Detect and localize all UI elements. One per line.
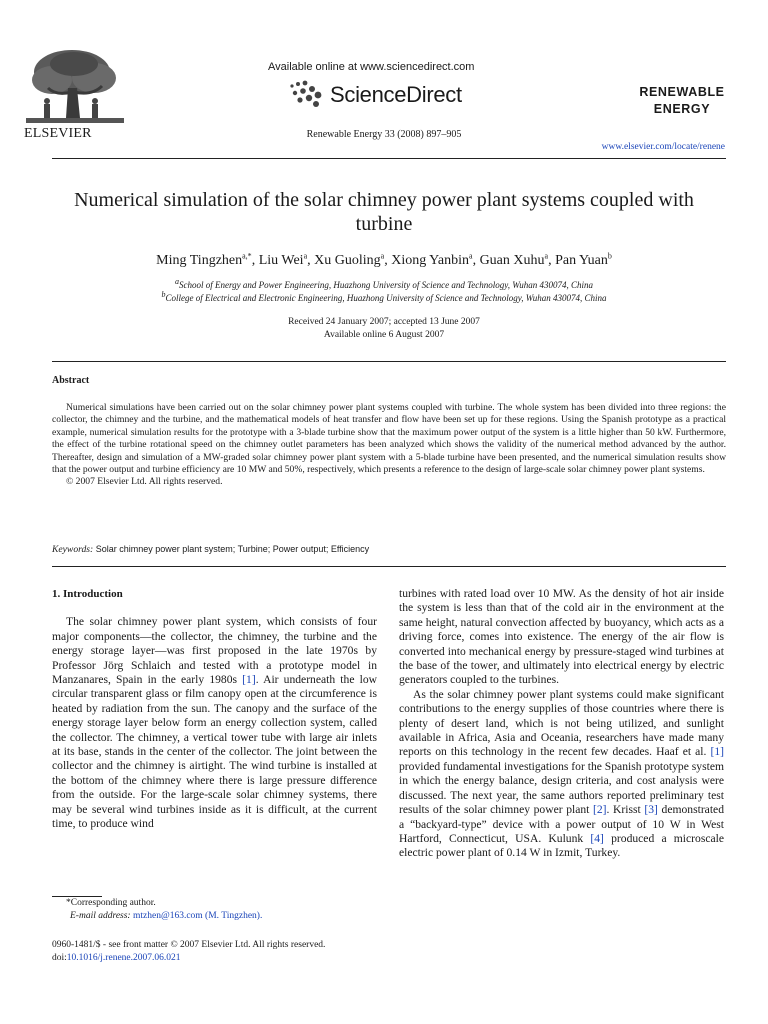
intro-text: As the solar chimney power plant systems could make significant contributions to the energy supplies of those countries where there is plenty of desert land, which is not being utilized, and sunlight available in Africa, Asia and Oceania, researchers have made many reports on this technology in the recent few decades. Haaf et al. — [399, 687, 724, 759]
author-separator: , — [307, 253, 315, 268]
reference-link-3[interactable]: [3] — [644, 803, 658, 817]
author-name: Pan Yuan — [555, 253, 608, 268]
intro-text: . Krisst — [606, 803, 645, 817]
header-divider — [52, 158, 726, 159]
abstract-heading: Abstract — [52, 375, 90, 386]
author-affiliation-mark: a,* — [242, 251, 252, 261]
sciencedirect-logo — [288, 80, 488, 112]
abstract-top-divider — [52, 361, 726, 362]
right-column — [399, 587, 724, 861]
corresponding-author-note: *Corresponding author. — [66, 898, 156, 908]
sciencedirect-dots-icon — [288, 80, 324, 108]
intro-text: provided fundamental investigations for the Spanish prototype system in which the energy balance, design criteria, and cost analysis were discussed. The next year, the same authors reported preliminary test results of the solar chimney power plant — [399, 759, 724, 817]
affiliation-a — [0, 277, 768, 290]
doi-line — [52, 953, 181, 963]
intro-text: demonstrated a “backyard-type” device with a power output of 10 W in West Hartford, Connecticut, USA. Kulunk — [399, 803, 724, 845]
journal-citation: Renewable Energy 33 (2008) 897–905 — [306, 129, 462, 140]
email-link[interactable]: mtzhen@163.com (M. Tingzhen). — [130, 911, 263, 921]
author-name: Liu Wei — [258, 253, 304, 268]
intro-paragraph-2 — [399, 688, 724, 861]
email-label: E-mail address: — [70, 911, 131, 921]
keywords-text: Solar chimney power plant system; Turbine; Power output; Efficiency — [93, 544, 370, 554]
author-separator: , — [472, 253, 480, 268]
intro-paragraph-continued: turbines with rated load over 10 MW. As the density of hot air inside the system is less than that of the cold air in the environment at the same height, natural convection affected by buoyancy, which acts as a driving force, comes into existence. The energy of the air flow is converted into mechanical energy by pressure-staged wind turbines at the base of the tower, and ultimately into electrical energy by electric generators coupled to the turbines. — [399, 587, 724, 687]
affiliation-a-text: School of Energy and Power Engineering, Huazhong University of Science and Technology, Wuhan 430074, China — [178, 280, 594, 290]
doi-label: doi: — [52, 953, 67, 963]
keywords-label: Keywords: — [52, 544, 94, 555]
affiliation-b-mark: b — [161, 290, 166, 299]
received-dates: Received 24 January 2007; accepted 13 June 2007 — [288, 317, 480, 327]
author-affiliation-mark: a — [469, 251, 473, 261]
sciencedirect-wordmark: ScienceDirect — [330, 82, 462, 107]
introduction-heading: 1. Introduction — [52, 588, 123, 600]
author-list — [0, 253, 768, 269]
journal-url-link[interactable]: www.elsevier.com/locate/renene — [601, 142, 725, 152]
reference-link-1[interactable]: [1] — [710, 745, 724, 759]
author-name: Xiong Yanbin — [391, 253, 469, 268]
journal-name-line1: RENEWABLE — [639, 85, 725, 99]
author-name: Ming Tingzhen — [156, 253, 243, 268]
author-separator: , — [384, 253, 392, 268]
author-affiliation-mark: a — [544, 251, 549, 261]
reference-link-2[interactable]: [2] — [593, 803, 607, 817]
author-name: Xu Guoling — [314, 253, 381, 268]
abstract-text: Numerical simulations have been carried out on the solar chimney power plant systems coupled with turbine. The whole system has been divided into three regions: the collector, the chimney and the turbine, and the mathematical models of heat transfer and flow have been set up for these regions. Using the Spanish prototype as a practical example, numerical simulation results for the prototype with a 3-blade turbine show that the maximum power output of the system is a little higher than 50 kW. Furthermore, the effect of the turbine rotational speed on the chimney outlet parameters has been analyzed which shows the validity of the numerical method advanced by the author. Thereafter, design and simulation of a MW-graded solar chimney power plant system with a 5-blade turbine have been presented, and the numerical simulation results show that the power output and turbine efficiency are 10 MW and 50%, respectively, which presents a reference to the design of large-scale solar chimney power plant systems. — [52, 402, 726, 476]
journal-name-line2: ENERGY — [653, 102, 711, 116]
journal-name — [612, 84, 752, 118]
reference-link-1[interactable]: [1] — [242, 673, 256, 687]
author-email — [70, 911, 262, 921]
intro-text: The solar chimney power plant system, which consists of four major components—the collector, the chimney, the turbine and the energy storage layer—was first proposed in the late 1970s by Professor Jörg Schlaich and tested with a prototype model in Manzanares, Spain in the early 1980s — [52, 615, 377, 687]
doi-link[interactable]: 10.1016/j.renene.2007.06.021 — [66, 953, 181, 963]
available-online-date: Available online 6 August 2007 — [323, 330, 445, 340]
article-title: Numerical simulation of the solar chimney power plant systems coupled with turbine — [74, 189, 694, 235]
intro-text: . Air underneath the low circular transparent glass or film canopy open at the circumference is heated by radiation from the sun. The canopy and the surface of the energy storage layer below form an energy collection system, called the collector. The chimney, a vertical tower tube with large air inlets at its base, stands in the center of the collector. The joint between the collector and the chimney is airtight. The wind turbine is installed at the bottom of the chimney where there is large pressure difference from the outside. For the large-scale solar chimney systems, there may be several wind turbines inside as it is difficult, at the current time, to produce wind — [52, 673, 377, 831]
author-affiliation-mark: b — [607, 251, 612, 261]
keywords — [52, 544, 726, 555]
author-separator: , — [251, 253, 259, 268]
affiliation-b — [0, 290, 768, 303]
intro-text: produced a microscale electric power plant of 0.14 W in Izmit, Turkey. — [399, 831, 724, 860]
author-name: Guan Xuhu — [479, 253, 545, 268]
publisher-name: ELSEVIER — [24, 126, 92, 141]
author-affiliation-mark: a — [303, 251, 308, 261]
affiliation-b-text: College of Electrical and Electronic Engineering, Huazhong University of Science and Technology, Wuhan 430074, China — [165, 293, 607, 303]
abstract-bottom-divider — [52, 566, 726, 567]
abstract-body — [52, 402, 726, 489]
abstract-copyright: © 2007 Elsevier Ltd. All rights reserved. — [66, 476, 223, 488]
left-column — [52, 587, 377, 832]
reference-link-4[interactable]: [4] — [590, 831, 604, 845]
author-affiliation-mark: a — [380, 251, 385, 261]
footnote-divider — [52, 896, 102, 897]
issn-line: 0960-1481/$ - see front matter © 2007 Elsevier Ltd. All rights reserved. — [52, 940, 326, 950]
available-online-notice: Available online at www.sciencedirect.com — [268, 61, 475, 73]
author-separator: , — [548, 253, 556, 268]
affiliation-a-mark: a — [174, 277, 179, 286]
intro-paragraph-1 — [52, 615, 377, 831]
